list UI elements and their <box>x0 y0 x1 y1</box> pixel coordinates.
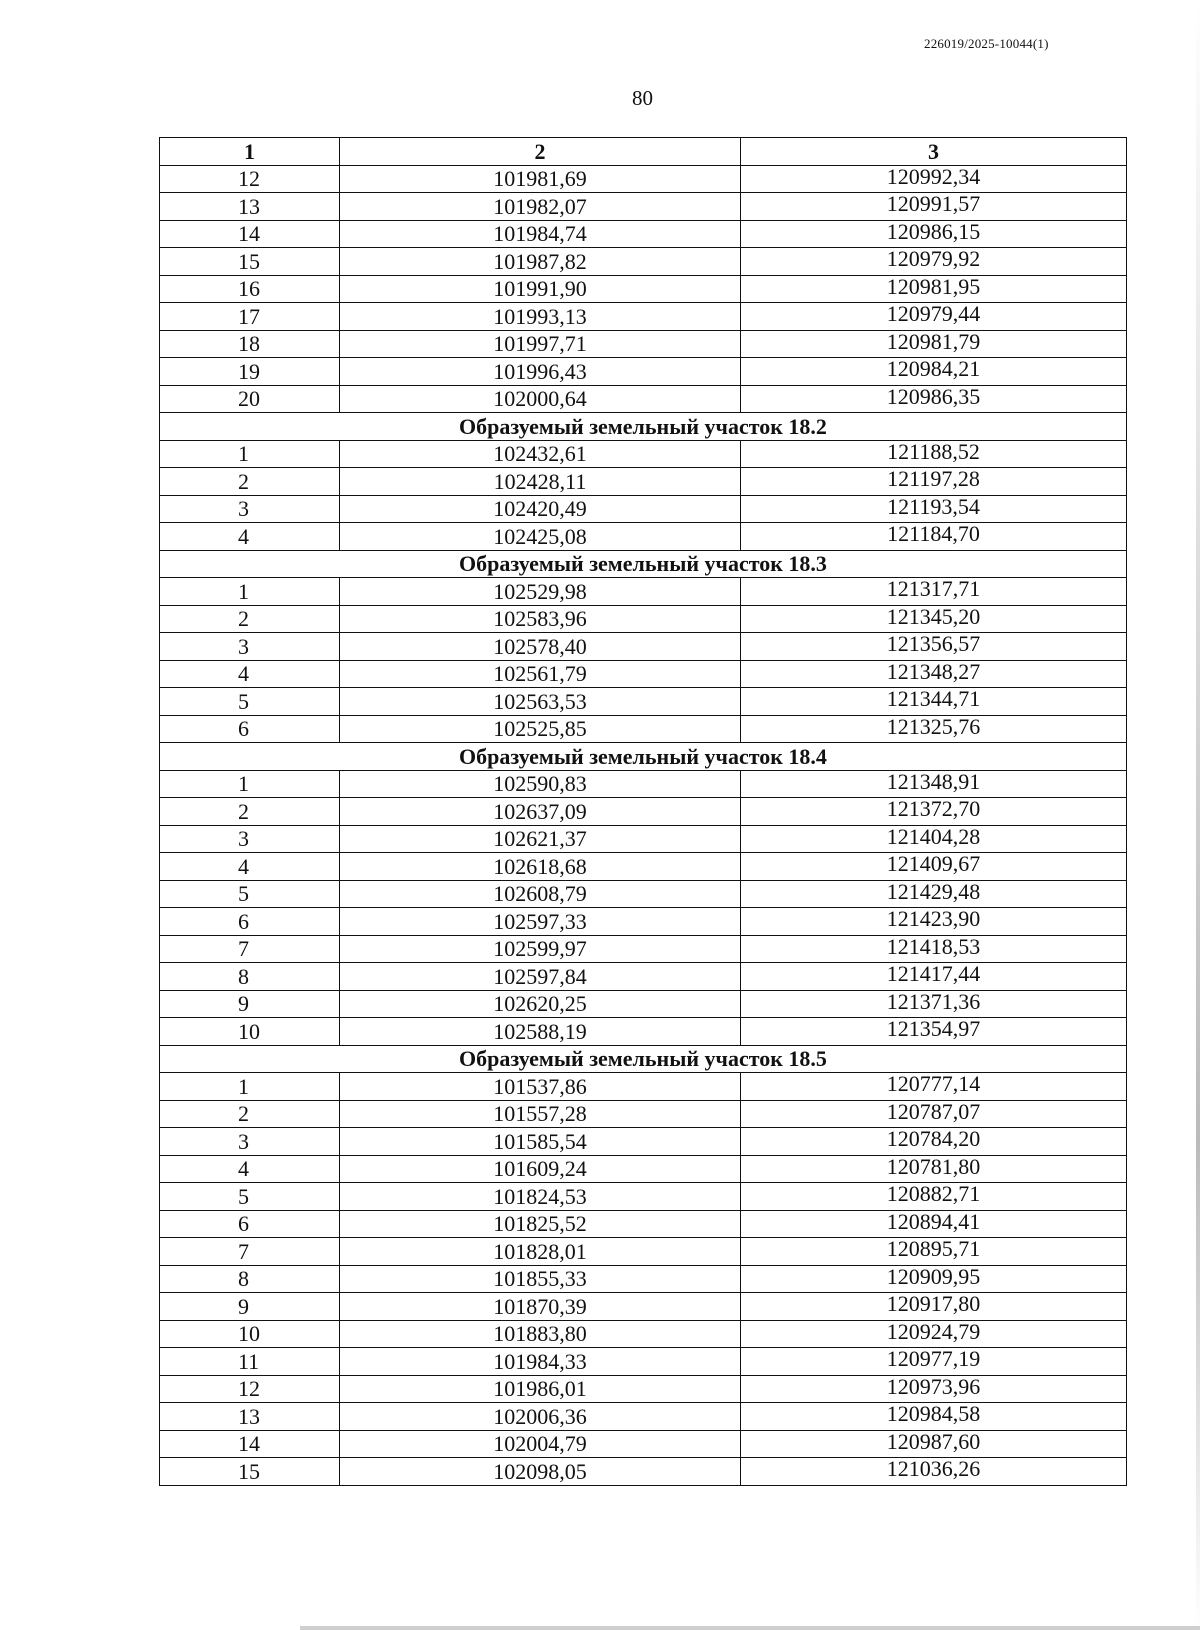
y-coordinate-cell: 121348,91 <box>741 770 1127 798</box>
table-row <box>160 1458 1127 1486</box>
point-number-cell: 8 <box>160 963 340 991</box>
table-row <box>160 1265 1127 1293</box>
point-number-cell: 7 <box>160 935 340 963</box>
table-row <box>160 1320 1127 1348</box>
x-coordinate-cell: 102525,85 <box>340 715 741 743</box>
point-number-cell: 19 <box>160 358 340 386</box>
y-coordinate-cell: 121036,26 <box>741 1458 1127 1486</box>
y-coordinate-cell: 120894,41 <box>741 1210 1127 1238</box>
x-coordinate-cell: 102590,83 <box>340 770 741 798</box>
table-row <box>160 220 1127 248</box>
point-number-cell: 9 <box>160 1293 340 1321</box>
column-header-x: 2 <box>340 138 741 166</box>
point-number-cell: 13 <box>160 193 340 221</box>
section-heading: Образуемый земельный участок 18.2 <box>160 413 1127 441</box>
y-coordinate-cell: 120984,21 <box>741 358 1127 386</box>
y-coordinate-cell: 121418,53 <box>741 935 1127 963</box>
x-coordinate-cell: 102420,49 <box>340 495 741 523</box>
table-row <box>160 1403 1127 1431</box>
y-coordinate-cell: 121325,76 <box>741 715 1127 743</box>
column-header-y: 3 <box>741 138 1127 166</box>
table-row <box>160 248 1127 276</box>
y-coordinate-cell: 120981,95 <box>741 275 1127 303</box>
y-coordinate-cell: 120991,57 <box>741 193 1127 221</box>
x-coordinate-cell: 101987,82 <box>340 248 741 276</box>
y-coordinate-cell: 120992,34 <box>741 165 1127 193</box>
point-number-cell: 9 <box>160 990 340 1018</box>
point-number-cell: 1 <box>160 578 340 606</box>
y-coordinate-cell: 121372,70 <box>741 798 1127 826</box>
point-number-cell: 15 <box>160 1458 340 1486</box>
y-coordinate-cell: 121417,44 <box>741 963 1127 991</box>
x-coordinate-cell: 101828,01 <box>340 1238 741 1266</box>
table-row <box>160 1293 1127 1321</box>
x-coordinate-cell: 101824,53 <box>340 1183 741 1211</box>
table-row <box>160 633 1127 661</box>
y-coordinate-cell: 121354,97 <box>741 1018 1127 1046</box>
point-number-cell: 8 <box>160 1265 340 1293</box>
point-number-cell: 1 <box>160 440 340 468</box>
table-row <box>160 358 1127 386</box>
scan-edge-shadow <box>1196 0 1200 1630</box>
x-coordinate-cell: 101557,28 <box>340 1100 741 1128</box>
table-row <box>160 193 1127 221</box>
table-row <box>160 165 1127 193</box>
point-number-cell: 4 <box>160 523 340 551</box>
y-coordinate-cell: 121184,70 <box>741 523 1127 551</box>
point-number-cell: 18 <box>160 330 340 358</box>
point-number-cell: 14 <box>160 220 340 248</box>
section-heading: Образуемый земельный участок 18.5 <box>160 1045 1127 1073</box>
table-header <box>160 138 1127 166</box>
table-row <box>160 1430 1127 1458</box>
point-number-cell: 2 <box>160 1100 340 1128</box>
x-coordinate-cell: 101997,71 <box>340 330 741 358</box>
table-row <box>160 385 1127 413</box>
y-coordinate-cell: 120882,71 <box>741 1183 1127 1211</box>
section-heading-row <box>160 743 1127 771</box>
table-row <box>160 963 1127 991</box>
point-number-cell: 4 <box>160 1155 340 1183</box>
x-coordinate-cell: 101825,52 <box>340 1210 741 1238</box>
section-heading-row <box>160 413 1127 441</box>
x-coordinate-cell: 102098,05 <box>340 1458 741 1486</box>
table-row <box>160 1128 1127 1156</box>
point-number-cell: 12 <box>160 1375 340 1403</box>
table-row <box>160 495 1127 523</box>
x-coordinate-cell: 101984,74 <box>340 220 741 248</box>
x-coordinate-cell: 102428,11 <box>340 468 741 496</box>
coordinates-table <box>159 137 1127 1486</box>
y-coordinate-cell: 120777,14 <box>741 1073 1127 1101</box>
point-number-cell: 17 <box>160 303 340 331</box>
x-coordinate-cell: 102563,53 <box>340 688 741 716</box>
point-number-cell: 16 <box>160 275 340 303</box>
table-row <box>160 990 1127 1018</box>
x-coordinate-cell: 102597,84 <box>340 963 741 991</box>
x-coordinate-cell: 102637,09 <box>340 798 741 826</box>
table-row <box>160 935 1127 963</box>
y-coordinate-cell: 120979,92 <box>741 248 1127 276</box>
x-coordinate-cell: 101537,86 <box>340 1073 741 1101</box>
y-coordinate-cell: 121371,36 <box>741 990 1127 1018</box>
table-row <box>160 303 1127 331</box>
point-number-cell: 5 <box>160 880 340 908</box>
y-coordinate-cell: 120986,15 <box>741 220 1127 248</box>
table-row <box>160 1348 1127 1376</box>
x-coordinate-cell: 102000,64 <box>340 385 741 413</box>
section-heading: Образуемый земельный участок 18.3 <box>160 550 1127 578</box>
table-row <box>160 688 1127 716</box>
y-coordinate-cell: 120979,44 <box>741 303 1127 331</box>
table-row <box>160 660 1127 688</box>
x-coordinate-cell: 102588,19 <box>340 1018 741 1046</box>
point-number-cell: 4 <box>160 853 340 881</box>
y-coordinate-cell: 120973,96 <box>741 1375 1127 1403</box>
x-coordinate-cell: 101585,54 <box>340 1128 741 1156</box>
table-row <box>160 1210 1127 1238</box>
x-coordinate-cell: 101986,01 <box>340 1375 741 1403</box>
table-row <box>160 770 1127 798</box>
y-coordinate-cell: 120917,80 <box>741 1293 1127 1321</box>
table-body <box>160 165 1127 1485</box>
table-row <box>160 578 1127 606</box>
point-number-cell: 5 <box>160 1183 340 1211</box>
y-coordinate-cell: 121356,57 <box>741 633 1127 661</box>
table-row <box>160 798 1127 826</box>
point-number-cell: 7 <box>160 1238 340 1266</box>
x-coordinate-cell: 102006,36 <box>340 1403 741 1431</box>
page-number: 80 <box>632 86 653 110</box>
y-coordinate-cell: 120981,79 <box>741 330 1127 358</box>
x-coordinate-cell: 102578,40 <box>340 633 741 661</box>
table-row <box>160 715 1127 743</box>
point-number-cell: 3 <box>160 1128 340 1156</box>
x-coordinate-cell: 101883,80 <box>340 1320 741 1348</box>
x-coordinate-cell: 102608,79 <box>340 880 741 908</box>
y-coordinate-cell: 121197,28 <box>741 468 1127 496</box>
x-coordinate-cell: 102425,08 <box>340 523 741 551</box>
x-coordinate-cell: 102621,37 <box>340 825 741 853</box>
table-row <box>160 605 1127 633</box>
point-number-cell: 10 <box>160 1018 340 1046</box>
table-row <box>160 1018 1127 1046</box>
point-number-cell: 12 <box>160 165 340 193</box>
table-row <box>160 1238 1127 1266</box>
x-coordinate-cell: 102583,96 <box>340 605 741 633</box>
point-number-cell: 2 <box>160 798 340 826</box>
point-number-cell: 13 <box>160 1403 340 1431</box>
y-coordinate-cell: 121188,52 <box>741 440 1127 468</box>
x-coordinate-cell: 102004,79 <box>340 1430 741 1458</box>
point-number-cell: 1 <box>160 1073 340 1101</box>
x-coordinate-cell: 102529,98 <box>340 578 741 606</box>
x-coordinate-cell: 102599,97 <box>340 935 741 963</box>
point-number-cell: 2 <box>160 605 340 633</box>
table-row <box>160 1073 1127 1101</box>
x-coordinate-cell: 101855,33 <box>340 1265 741 1293</box>
point-number-cell: 1 <box>160 770 340 798</box>
y-coordinate-cell: 121193,54 <box>741 495 1127 523</box>
x-coordinate-cell: 101982,07 <box>340 193 741 221</box>
y-coordinate-cell: 121429,48 <box>741 880 1127 908</box>
table-row <box>160 1155 1127 1183</box>
table-row <box>160 523 1127 551</box>
point-number-cell: 6 <box>160 1210 340 1238</box>
y-coordinate-cell: 120781,80 <box>741 1155 1127 1183</box>
y-coordinate-cell: 120977,19 <box>741 1348 1127 1376</box>
x-coordinate-cell: 101996,43 <box>340 358 741 386</box>
point-number-cell: 3 <box>160 825 340 853</box>
point-number-cell: 20 <box>160 385 340 413</box>
table-row <box>160 880 1127 908</box>
x-coordinate-cell: 101993,13 <box>340 303 741 331</box>
y-coordinate-cell: 120895,71 <box>741 1238 1127 1266</box>
point-number-cell: 10 <box>160 1320 340 1348</box>
x-coordinate-cell: 101984,33 <box>340 1348 741 1376</box>
y-coordinate-cell: 120924,79 <box>741 1320 1127 1348</box>
y-coordinate-cell: 120909,95 <box>741 1265 1127 1293</box>
point-number-cell: 6 <box>160 908 340 936</box>
x-coordinate-cell: 101991,90 <box>340 275 741 303</box>
table-row <box>160 440 1127 468</box>
y-coordinate-cell: 121317,71 <box>741 578 1127 606</box>
x-coordinate-cell: 102618,68 <box>340 853 741 881</box>
y-coordinate-cell: 121409,67 <box>741 853 1127 881</box>
scan-bottom-edge <box>300 1626 1200 1630</box>
table-row <box>160 330 1127 358</box>
point-number-cell: 15 <box>160 248 340 276</box>
header-row <box>160 138 1127 166</box>
table-row <box>160 853 1127 881</box>
x-coordinate-cell: 101981,69 <box>340 165 741 193</box>
table-row <box>160 1375 1127 1403</box>
table-row <box>160 825 1127 853</box>
y-coordinate-cell: 120986,35 <box>741 385 1127 413</box>
table-row <box>160 1100 1127 1128</box>
document-id: 226019/2025-10044(1) <box>924 36 1049 51</box>
section-heading-row <box>160 550 1127 578</box>
point-number-cell: 6 <box>160 715 340 743</box>
point-number-cell: 14 <box>160 1430 340 1458</box>
table-row <box>160 468 1127 496</box>
point-number-cell: 11 <box>160 1348 340 1376</box>
x-coordinate-cell: 101870,39 <box>340 1293 741 1321</box>
y-coordinate-cell: 120787,07 <box>741 1100 1127 1128</box>
point-number-cell: 4 <box>160 660 340 688</box>
y-coordinate-cell: 121423,90 <box>741 908 1127 936</box>
table-row <box>160 1183 1127 1211</box>
point-number-cell: 2 <box>160 468 340 496</box>
x-coordinate-cell: 102597,33 <box>340 908 741 936</box>
x-coordinate-cell: 102561,79 <box>340 660 741 688</box>
point-number-cell: 5 <box>160 688 340 716</box>
section-heading-row <box>160 1045 1127 1073</box>
y-coordinate-cell: 120984,58 <box>741 1403 1127 1431</box>
column-header-point: 1 <box>160 138 340 166</box>
y-coordinate-cell: 121345,20 <box>741 605 1127 633</box>
point-number-cell: 3 <box>160 633 340 661</box>
y-coordinate-cell: 121344,71 <box>741 688 1127 716</box>
y-coordinate-cell: 121348,27 <box>741 660 1127 688</box>
y-coordinate-cell: 120987,60 <box>741 1430 1127 1458</box>
table-row <box>160 275 1127 303</box>
x-coordinate-cell: 102432,61 <box>340 440 741 468</box>
section-heading: Образуемый земельный участок 18.4 <box>160 743 1127 771</box>
y-coordinate-cell: 120784,20 <box>741 1128 1127 1156</box>
table-row <box>160 908 1127 936</box>
x-coordinate-cell: 102620,25 <box>340 990 741 1018</box>
point-number-cell: 3 <box>160 495 340 523</box>
x-coordinate-cell: 101609,24 <box>340 1155 741 1183</box>
y-coordinate-cell: 121404,28 <box>741 825 1127 853</box>
